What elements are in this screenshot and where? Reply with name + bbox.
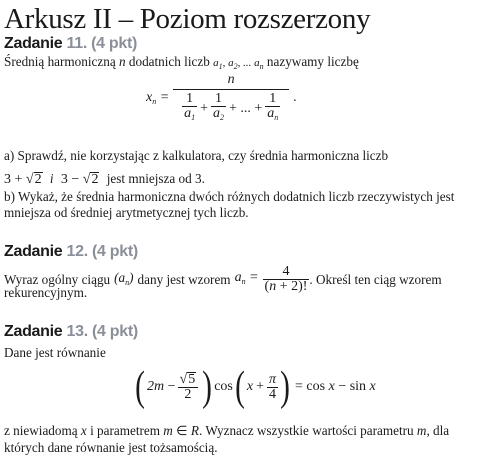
task-13-equation: ( 2m − $\frac{√5}{2}$ ) cos ( x + $\frac{\pi}{4}$ ) = cos x − sin x <box>135 364 376 410</box>
part-a-text: jest mniejsza od 3. <box>106 171 205 186</box>
task-11-part-b-line2: mniejsza od średniej arytmetycznej tych liczb. <box>4 205 249 220</box>
task-12-line2: rekurencyjnym. <box>4 285 88 300</box>
intro-text: Średnią harmoniczną <box>4 54 116 69</box>
task-13-line2: z niewiadomą x i parametrem m ∈ R. Wyznacz wszystkie wartości parametru m, dla <box>4 423 450 438</box>
task-13-line3: których dane równanie jest tożsamością. <box>4 440 218 455</box>
harmonic-mean-formula: $x_n$ = n $\frac{1}{a_1}$ + $\frac{1}{a_2}$ + ... + $\frac{1}{a_n}$ . <box>146 72 297 122</box>
task-11-part-a-line1: a) Sprawdź, nie korzystając z kalkulatora, czy średnia harmoniczna liczb <box>4 148 389 163</box>
task-12-text: . Określ ten ciąg wzorem <box>309 272 442 287</box>
intro-text: dodatnich liczb <box>128 54 210 69</box>
task-number: 13. <box>66 323 88 340</box>
intro-sequence: $a_1$, $a_2$, ... $a_n$ <box>213 57 264 71</box>
task-points: (4 pkt) <box>92 323 138 340</box>
task-number: 11. <box>66 35 87 52</box>
task-13-text: . Wyznacz wszystkie wartości parametru <box>198 423 414 438</box>
task-13-text: , dla <box>426 423 450 438</box>
task-11-part-a-line2: 3 + √2 i 3 − √2 jest mniejsza od 3. <box>4 171 205 187</box>
task-points: (4 pkt) <box>92 243 138 260</box>
task-12-text: dany jest wzorem <box>137 272 231 287</box>
task-13-text: z niewiadomą <box>4 423 78 438</box>
task-points: (4 pkt) <box>91 35 138 52</box>
sheet-title: Arkusz II – Poziom rozszerzony <box>4 3 371 35</box>
task-number: 12. <box>66 243 88 260</box>
task-label: Zadanie <box>4 243 63 260</box>
intro-n: n <box>118 54 126 69</box>
task-label: Zadanie <box>4 323 63 340</box>
task-11-part-b-line1: b) Wykaż, że średnia harmoniczna dwóch różnych dodatnich liczb rzeczywistych jest <box>4 189 455 204</box>
task-13-line1: Dane jest równanie <box>4 345 106 360</box>
task-label: Zadanie <box>4 35 63 52</box>
task-12-header <box>4 242 138 262</box>
intro-text: nazywamy liczbę <box>266 54 359 69</box>
task-12-text: Wyraz ogólny ciągu <box>4 272 111 287</box>
task-13-header <box>4 322 138 342</box>
task-13-text: i parametrem <box>90 423 160 438</box>
task-12-line1: Wyraz ogólny ciągu $(a_n)$ dany jest wzorem $a_n$ = $\frac{4}{(n + 2)!}$ . Określ ten ciąg wzorem <box>4 264 442 294</box>
task-11-header <box>4 34 137 54</box>
